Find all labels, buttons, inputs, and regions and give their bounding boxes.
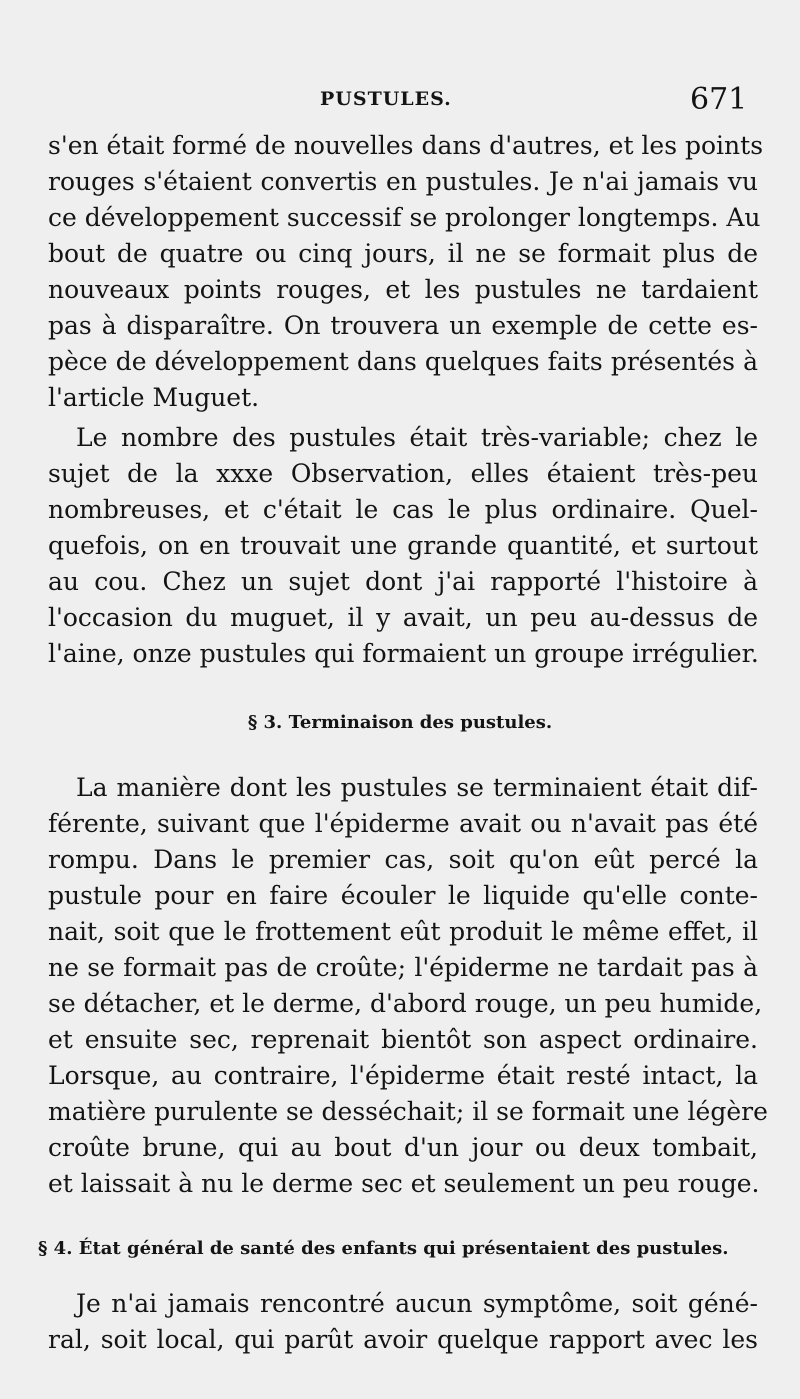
text-line: férente, suivant que l'épiderme avait ou n'avait pas été (48, 809, 758, 838)
text-line: pustule pour en faire écouler le liquide qu'elle conte- (48, 881, 758, 910)
text-line: nait, soit que le frottement eût produit le même effet, il (48, 917, 758, 946)
text-line: l'occasion du muguet, il y avait, un peu au-dessus de (48, 603, 758, 632)
paragraph-3 (48, 770, 768, 1202)
text-line: matière purulente se desséchait; il se formait une légère (48, 1097, 768, 1126)
text-line: Le nombre des pustules était très-variable; chez le (76, 423, 758, 452)
paragraph-2 (48, 420, 758, 672)
text-line: Lorsque, au contraire, l'épiderme était resté intact, la (48, 1061, 758, 1090)
text-line: nouveaux points rouges, et les pustules ne tardaient (48, 275, 758, 304)
text-line: nombreuses, et c'était le cas le plus ordinaire. Quel- (48, 495, 758, 524)
text-line: au cou. Chez un sujet dont j'ai rapporté l'histoire à (48, 567, 758, 596)
text-line: sujet de la xxxe Observation, elles étaient très-peu (48, 459, 758, 488)
text-line: bout de quatre ou cinq jours, il ne se formait plus de (48, 239, 758, 268)
text-line: La manière dont les pustules se terminaient était dif- (76, 773, 758, 802)
text-line: rouges s'étaient convertis en pustules. Je n'ai jamais vu (48, 167, 758, 196)
paragraph-1 (48, 128, 764, 416)
running-head (0, 82, 800, 122)
text-line: croûte brune, qui au bout d'un jour ou deux tombait, (48, 1133, 758, 1162)
text-line: Je n'ai jamais rencontré aucun symptôme, soit géné- (76, 1289, 758, 1318)
text-line: l'article Muguet. (48, 383, 260, 412)
text-line: s'en était formé de nouvelles dans d'autres, et les points (48, 131, 764, 160)
text-line: ral, soit local, qui parût avoir quelque rapport avec les (48, 1325, 758, 1354)
section-heading-3: § 3. Terminaison des pustules. (247, 712, 553, 733)
text-line: quefois, on en trouvait une grande quantité, et surtout (48, 531, 758, 560)
running-head-title: PUSTULES. (320, 88, 452, 110)
section-heading-4: § 4. État général de santé des enfants qui présentaient des pustules. (38, 1238, 729, 1259)
text-line: ce développement successif se prolonger longtemps. Au (48, 203, 761, 232)
text-line: l'aine, onze pustules qui formaient un groupe irrégulier. (48, 639, 759, 668)
text-line: et ensuite sec, reprenait bientôt son aspect ordinaire. (48, 1025, 758, 1054)
page-number: 671 (690, 82, 748, 117)
text-line: et laissait à nu le derme sec et seulement un peu rouge. (48, 1169, 760, 1198)
text-line: ne se formait pas de croûte; l'épiderme ne tardait pas à (48, 953, 758, 982)
text-line: pas à disparaître. On trouvera un exemple de cette es- (48, 311, 758, 340)
text-line: rompu. Dans le premier cas, soit qu'on eût percé la (48, 845, 758, 874)
text-line: pèce de développement dans quelques faits présentés à (48, 347, 758, 376)
paragraph-4 (48, 1286, 758, 1358)
text-line: se détacher, et le derme, d'abord rouge, un peu humide, (48, 989, 763, 1018)
